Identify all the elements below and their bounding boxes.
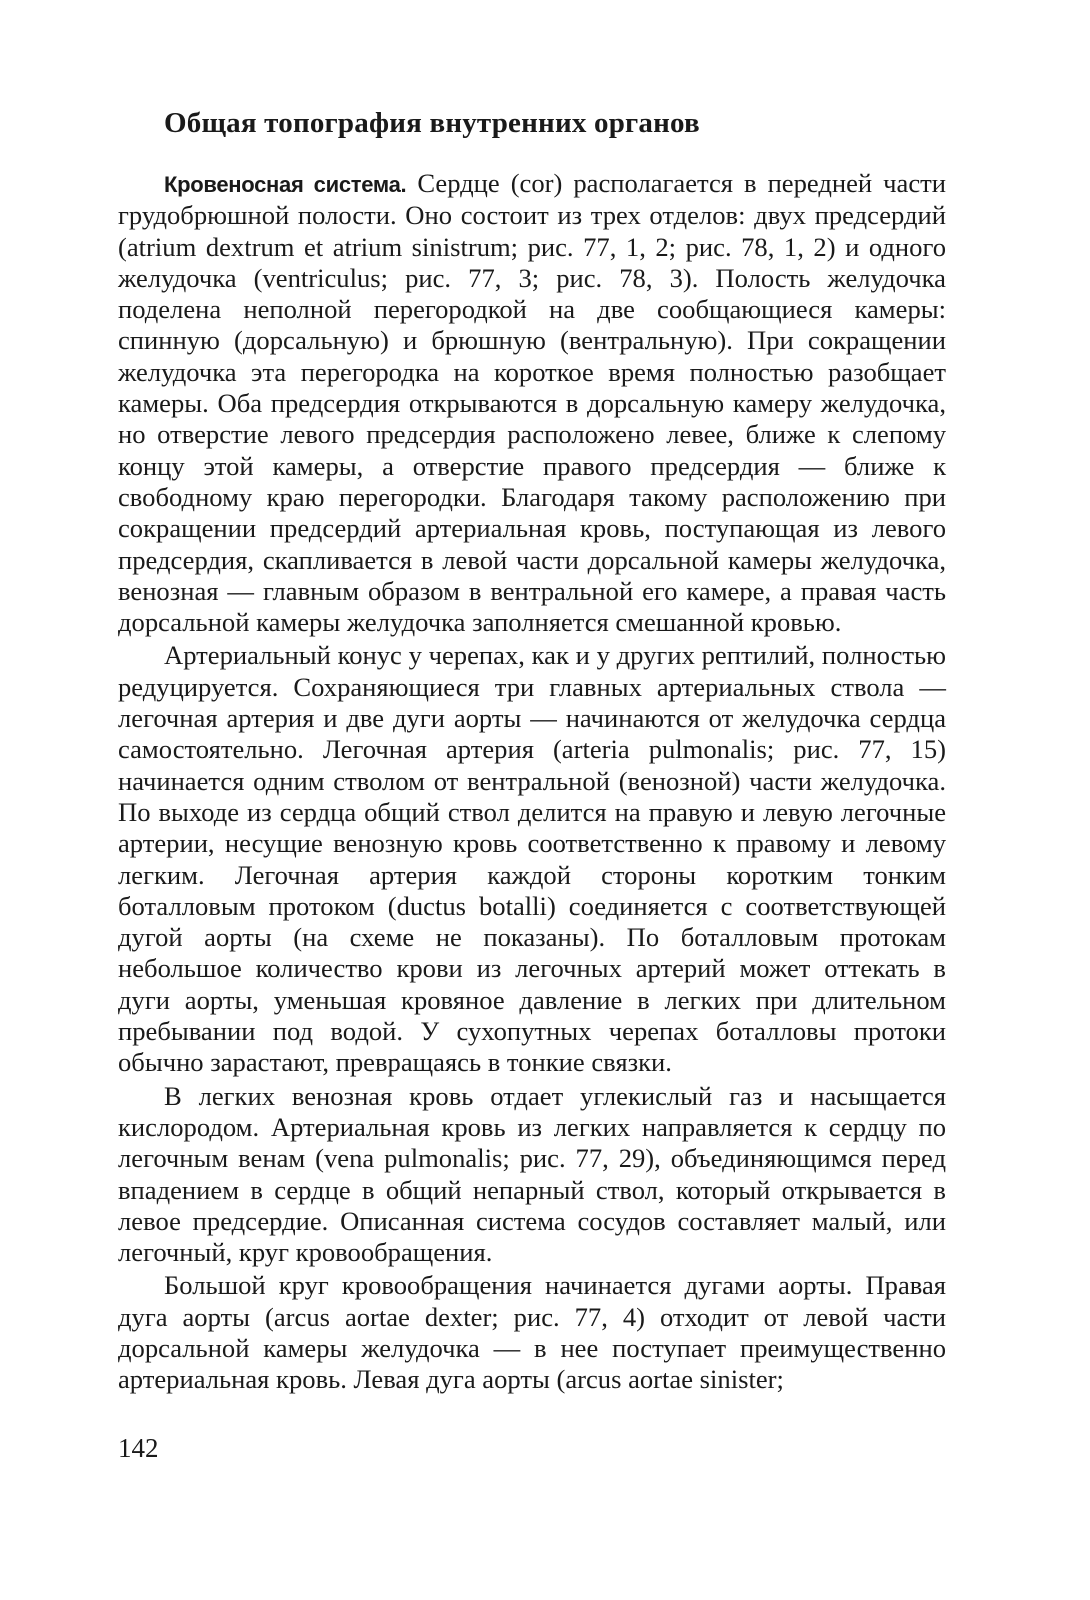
page-content — [118, 105, 946, 1396]
section-heading: Общая топография внутренних органов — [164, 107, 700, 139]
paragraph-3 — [118, 1081, 946, 1269]
paragraph-text: Артериальный конус у черепах, как и у других рептилий, полностью редуцируется. Сохраняющиеся три главных артериальных ствола — легочная артерия и две дуги аорты — начинаются от желудочка сердца самостоятельно. Легочная артерия (arteria pulmonalis; рис. 77, 15) начинается одним стволом от вентральной (венозной) части желудочка. По выходе из сердца общий ствол делится на правую и левую легочные артерии, несущие венозную кровь соответственно к правому и левому легким. Легочная артерия каждой стороны коротким тонким боталловым протоком (ductus botalli) соединяется с соответствующей дугой аорты (на схеме не показаны). По боталловым протокам небольшое количество крови из легочных артерий может оттекать в дуги аорты, уменьшая кровяное давление в легких при длительном пребывании под водой. У сухопутных черепах боталловы протоки обычно зарастают, превращаясь в тонкие связки. — [118, 640, 946, 1078]
paragraph-lead: Кровеносная система. — [164, 172, 407, 197]
paragraph-2 — [118, 640, 946, 1078]
page-number: 142 — [118, 1433, 159, 1463]
paragraph-4 — [118, 1270, 946, 1395]
paragraph-text: Большой круг кровообращения начинается дугами аорты. Правая дуга аорты (arcus aortae dexter; рис. 77, 4) отходит от левой части дорсальной камеры желудочка — в нее поступает преимущественно артериальная кровь. Левая дуга аорты (arcus aortae sinister; — [118, 1270, 946, 1395]
paragraph-1 — [118, 168, 946, 638]
paragraph-text: В легких венозная кровь отдает углекислый газ и насыщается кислородом. Артериальная кровь из легких направляется к сердцу по легочным венам (vena pulmonalis; рис. 77, 29), объединяющимся перед впадением в сердце в общий непарный ствол, который открывается в левое предсердие. Описанная система сосудов составляет малый, или легочный, круг кровообращения. — [118, 1080, 946, 1268]
paragraph-text: Сердце (cor) располагается в передней части грудобрюшной полости. Оно состоит из трех отделов: двух предсердий (atrium dextrum et atrium sinistrum; рис. 77, 1, 2; рис. 78, 1, 2) и одного желудочка (ventriculus; рис. 77, 3; рис. 78, 3). Полость желудочка поделена неполной перегородкой на две сообщающиеся камеры: спинную (дорсальную) и брюшную (вентральную). При сокращении желудочка эта перегородка на короткое время полностью разобщает камеры. Оба предсердия открываются в дорсальную камеру желудочка, но отверстие левого предсердия расположено левее, ближе к слепому концу этой камеры, а отверстие правого предсердия — ближе к свободному краю перегородки. Благодаря такому расположению при сокращении предсердий артериальная кровь, поступающая из левого предсердия, скапливается в левой части дорсальной камеры желудочка, венозная — главным образом в вентральной его камере, а правая часть дорсальной камеры желудочка заполняется смешанной кровью. — [118, 168, 946, 638]
body-text — [118, 168, 946, 1396]
